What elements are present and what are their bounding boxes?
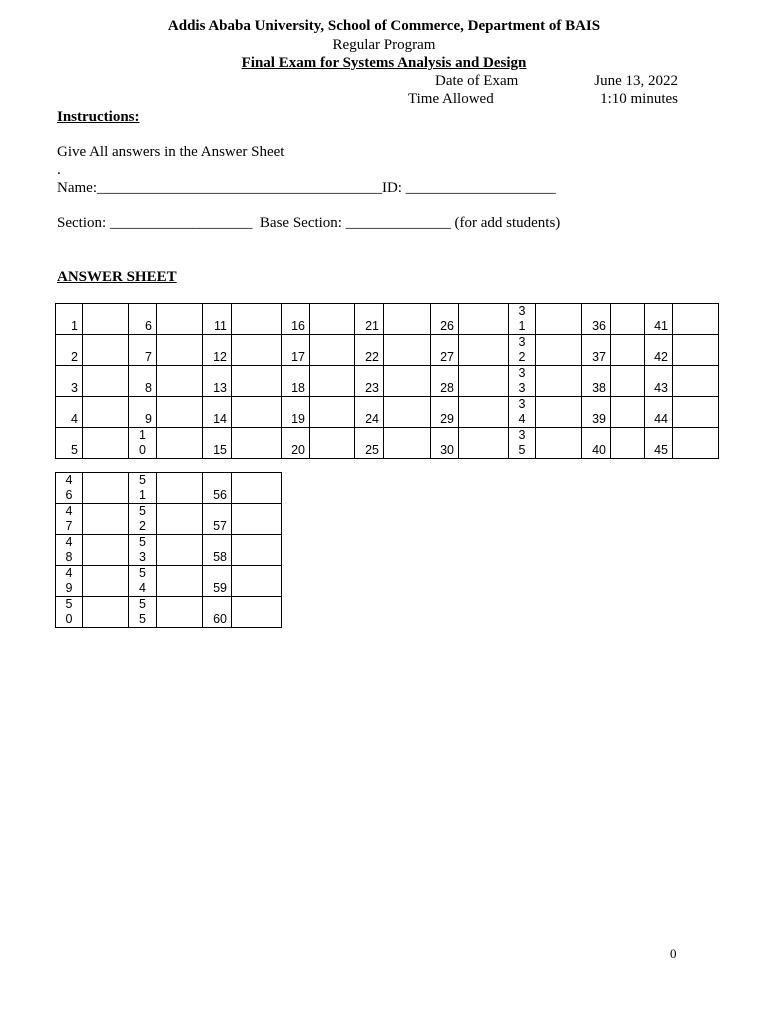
question-number: 25 [355, 428, 384, 459]
answer-cell[interactable] [310, 428, 355, 459]
question-number: 4 [56, 397, 83, 428]
date-label: Date of Exam [435, 73, 519, 89]
answer-table-2 [55, 472, 282, 628]
question-number: 9 [129, 397, 157, 428]
answer-cell[interactable] [536, 428, 582, 459]
question-number: 1 [56, 304, 83, 335]
answer-table-1 [55, 303, 719, 459]
answer-cell[interactable] [384, 366, 431, 397]
answer-cell[interactable] [232, 397, 282, 428]
answer-cell[interactable] [611, 397, 645, 428]
question-number: 5 4 [129, 566, 157, 597]
question-number: 7 [129, 335, 157, 366]
question-number: 3 2 [509, 335, 536, 366]
instructions-heading: Instructions: [57, 109, 140, 125]
answer-sheet-heading: ANSWER SHEET [57, 269, 177, 285]
table-row [56, 366, 719, 397]
question-number: 3 5 [509, 428, 536, 459]
time-value: 1:10 minutes [600, 91, 678, 107]
question-number: 43 [645, 366, 673, 397]
time-label: Time Allowed [408, 91, 494, 107]
answer-cell[interactable] [310, 335, 355, 366]
question-number: 3 4 [509, 397, 536, 428]
answer-cell[interactable] [611, 428, 645, 459]
question-number: 4 7 [56, 504, 83, 535]
answer-cell[interactable] [384, 304, 431, 335]
question-number: 28 [431, 366, 459, 397]
question-number: 2 [56, 335, 83, 366]
answer-cell[interactable] [459, 304, 509, 335]
question-number: 5 [56, 428, 83, 459]
question-number: 5 5 [129, 597, 157, 628]
question-number: 57 [203, 504, 232, 535]
answer-cell[interactable] [459, 397, 509, 428]
answer-cell[interactable] [232, 366, 282, 397]
question-number: 26 [431, 304, 459, 335]
answer-cell[interactable] [673, 397, 719, 428]
question-number: 24 [355, 397, 384, 428]
question-number: 18 [282, 366, 310, 397]
answer-cell[interactable] [83, 504, 129, 535]
answer-cell[interactable] [157, 428, 203, 459]
answer-cell[interactable] [157, 535, 203, 566]
question-number: 60 [203, 597, 232, 628]
question-number: 44 [645, 397, 673, 428]
question-number: 30 [431, 428, 459, 459]
question-number: 42 [645, 335, 673, 366]
table-row [56, 397, 719, 428]
answer-cell[interactable] [673, 366, 719, 397]
question-number: 29 [431, 397, 459, 428]
instruction-dot: . [57, 162, 61, 178]
answer-cell[interactable] [673, 304, 719, 335]
table-row [56, 304, 719, 335]
university-title: Addis Ababa University, School of Commerce, Department of BAIS [167, 18, 601, 34]
question-number: 3 3 [509, 366, 536, 397]
answer-cell[interactable] [83, 397, 129, 428]
question-number: 20 [282, 428, 310, 459]
question-number: 19 [282, 397, 310, 428]
question-number: 5 3 [129, 535, 157, 566]
question-number: 59 [203, 566, 232, 597]
question-number: 58 [203, 535, 232, 566]
answer-cell[interactable] [157, 397, 203, 428]
answer-cell[interactable] [157, 473, 203, 504]
answer-cell[interactable] [83, 597, 129, 628]
answer-cell[interactable] [384, 428, 431, 459]
answer-cell[interactable] [83, 473, 129, 504]
table-row [56, 597, 282, 628]
question-number: 41 [645, 304, 673, 335]
answer-cell[interactable] [232, 535, 282, 566]
question-number: 56 [203, 473, 232, 504]
answer-cell[interactable] [536, 397, 582, 428]
answer-cell[interactable] [310, 304, 355, 335]
program-label: Regular Program [332, 37, 436, 53]
answer-cell[interactable] [673, 428, 719, 459]
answer-cell[interactable] [232, 335, 282, 366]
question-number: 11 [203, 304, 232, 335]
question-number: 15 [203, 428, 232, 459]
answer-cell[interactable] [232, 473, 282, 504]
question-number: 17 [282, 335, 310, 366]
question-number: 27 [431, 335, 459, 366]
answer-cell[interactable] [611, 304, 645, 335]
date-value: June 13, 2022 [594, 73, 678, 89]
table-row [56, 428, 719, 459]
answer-cell[interactable] [384, 397, 431, 428]
answer-cell[interactable] [157, 335, 203, 366]
question-number: 4 9 [56, 566, 83, 597]
question-number: 4 6 [56, 473, 83, 504]
table-row [56, 535, 282, 566]
table-row [56, 473, 282, 504]
question-number: 39 [582, 397, 611, 428]
answer-cell[interactable] [232, 304, 282, 335]
answer-cell[interactable] [232, 504, 282, 535]
answer-cell[interactable] [157, 304, 203, 335]
answer-cell[interactable] [232, 566, 282, 597]
answer-cell[interactable] [459, 366, 509, 397]
answer-cell[interactable] [536, 304, 582, 335]
question-number: 5 1 [129, 473, 157, 504]
answer-cell[interactable] [232, 428, 282, 459]
question-number: 40 [582, 428, 611, 459]
question-number: 3 [56, 366, 83, 397]
question-number: 5 2 [129, 504, 157, 535]
answer-cell[interactable] [157, 566, 203, 597]
answer-cell[interactable] [459, 428, 509, 459]
question-number: 14 [203, 397, 232, 428]
answer-cell[interactable] [310, 397, 355, 428]
answer-cell[interactable] [157, 366, 203, 397]
answer-cell[interactable] [232, 597, 282, 628]
table-row [56, 504, 282, 535]
question-number: 3 1 [509, 304, 536, 335]
question-number: 1 0 [129, 428, 157, 459]
answer-cell[interactable] [83, 566, 129, 597]
question-number: 5 0 [56, 597, 83, 628]
answer-cell[interactable] [536, 366, 582, 397]
answer-cell[interactable] [157, 504, 203, 535]
table-row [56, 335, 719, 366]
answer-cell[interactable] [83, 304, 129, 335]
answer-cell[interactable] [459, 335, 509, 366]
answer-cell[interactable] [611, 335, 645, 366]
answer-cell[interactable] [83, 535, 129, 566]
question-number: 45 [645, 428, 673, 459]
exam-title: Final Exam for Systems Analysis and Design [241, 55, 527, 71]
question-number: 12 [203, 335, 232, 366]
question-number: 23 [355, 366, 384, 397]
section-line[interactable]: Section: ___________________ Base Section: ______________ (for add students) [57, 215, 561, 231]
question-number: 38 [582, 366, 611, 397]
answer-cell[interactable] [310, 366, 355, 397]
answer-cell[interactable] [83, 428, 129, 459]
question-number: 13 [203, 366, 232, 397]
question-number: 21 [355, 304, 384, 335]
answer-cell[interactable] [384, 335, 431, 366]
answer-cell[interactable] [83, 335, 129, 366]
answer-cell[interactable] [83, 366, 129, 397]
question-number: 6 [129, 304, 157, 335]
question-number: 22 [355, 335, 384, 366]
answer-cell[interactable] [157, 597, 203, 628]
name-id-line[interactable]: Name:______________________________________ID: ____________________ [57, 180, 556, 196]
table-row [56, 566, 282, 597]
question-number: 16 [282, 304, 310, 335]
question-number: 8 [129, 366, 157, 397]
question-number: 36 [582, 304, 611, 335]
page-number: 0 [670, 946, 677, 961]
question-number: 4 8 [56, 535, 83, 566]
answer-cell[interactable] [611, 366, 645, 397]
instruction-text: Give All answers in the Answer Sheet [57, 144, 285, 160]
answer-cell[interactable] [536, 335, 582, 366]
answer-cell[interactable] [673, 335, 719, 366]
question-number: 37 [582, 335, 611, 366]
